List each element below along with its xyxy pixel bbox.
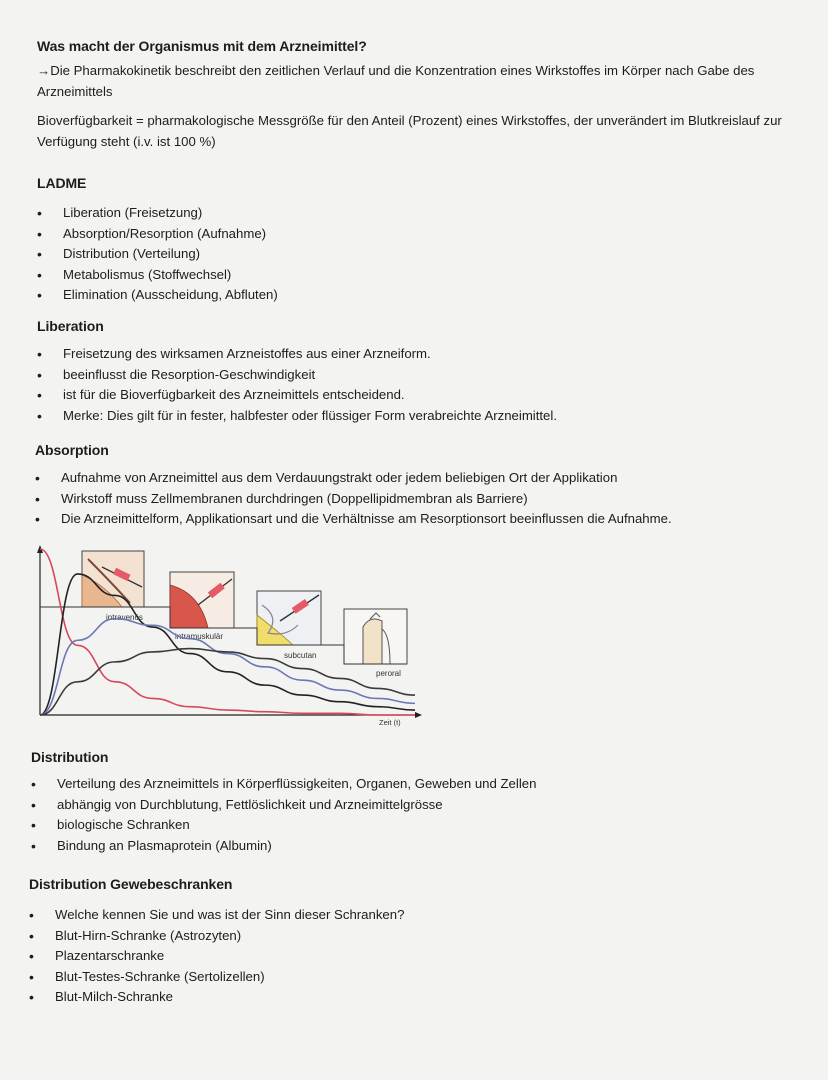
list-item: • Absorption/Resorption (Aufnahme): [37, 224, 278, 245]
distribution-list: [31, 774, 536, 856]
list-item: • ist für die Bioverfügbarkeit des Arzneimittels entscheidend.: [37, 385, 557, 406]
barriers-list: [29, 905, 404, 1008]
list-item: • Aufnahme von Arzneimittel aus dem Verdauungstrakt oder jedem beliebigen Ort der Applikation: [35, 468, 672, 489]
bioavailability-paragraph: Bioverfügbarkeit = pharmakologische Messgröße für den Anteil (Prozent) eines Wirkstoffes, der unverändert im Blutkreislauf zur Verfügung steht (i.v. ist 100 %): [37, 113, 782, 149]
distribution-heading: Distribution: [31, 749, 109, 765]
label-peroral: peroral: [376, 669, 401, 678]
absorption-list: [35, 468, 672, 530]
liberation-heading: Liberation: [37, 318, 104, 334]
list-item: • Bindung an Plasmaprotein (Albumin): [31, 836, 536, 857]
peroral-illustration: [344, 609, 407, 664]
list-item: • Liberation (Freisetzung): [37, 203, 278, 224]
list-item: • Distribution (Verteilung): [37, 244, 278, 265]
list-item: • Die Arzneimittelform, Applikationsart und die Verhältnisse am Resorptionsort beeinflussen die Aufnahme.: [35, 509, 672, 530]
label-intravenous: intravenös: [106, 613, 143, 622]
list-item: • Blut-Testes-Schranke (Sertolizellen): [29, 967, 404, 988]
liberation-list: [37, 344, 557, 426]
list-item: • Metabolismus (Stoffwechsel): [37, 265, 278, 286]
list-item: • Verteilung des Arzneimittels in Körperflüssigkeiten, Organen, Geweben und Zellen: [31, 774, 536, 795]
barriers-heading: Distribution Gewebeschranken: [29, 876, 233, 892]
ladme-list: [37, 203, 278, 306]
label-subcutaneous: subcutan: [284, 651, 317, 660]
list-item: • Welche kennen Sie und was ist der Sinn dieser Schranken?: [29, 905, 404, 926]
absorption-chart: [30, 545, 430, 730]
intramuscular-illustration: [170, 572, 234, 628]
list-item: • beeinflusst die Resorption-Geschwindigkeit: [37, 365, 557, 386]
x-axis-arrow: [415, 712, 422, 718]
subcutaneous-illustration: [257, 591, 321, 645]
list-item: • Wirkstoff muss Zellmembranen durchdringen (Doppellipidmembran als Barriere): [35, 489, 672, 510]
x-axis-label: Zeit (t): [379, 718, 401, 727]
intro-paragraph: →Die Pharmakokinetik beschreibt den zeitlichen Verlauf und die Konzentration eines Wirkstoffes im Körper nach Gabe des Arzneimittels: [37, 63, 755, 99]
list-item: • Blut-Milch-Schranke: [29, 987, 404, 1008]
list-item: • Merke: Dies gilt für in fester, halbfester oder flüssiger Form verabreichte Arzneimittel.: [37, 406, 557, 427]
list-item: • biologische Schranken: [31, 815, 536, 836]
absorption-heading: Absorption: [35, 442, 109, 458]
page-title: Was macht der Organismus mit dem Arzneimittel?: [37, 38, 367, 54]
ladme-heading: LADME: [37, 175, 87, 191]
list-item: • Elimination (Ausscheidung, Abfluten): [37, 285, 278, 306]
list-item: • Blut-Hirn-Schranke (Astrozyten): [29, 926, 404, 947]
list-item: • Freisetzung des wirksamen Arzneistoffes aus einer Arzneiform.: [37, 344, 557, 365]
list-item: • Plazentarschranke: [29, 946, 404, 967]
list-item: • abhängig von Durchblutung, Fettlöslichkeit und Arzneimittelgrösse: [31, 795, 536, 816]
label-intramuscular: intramuskulär: [175, 632, 224, 641]
